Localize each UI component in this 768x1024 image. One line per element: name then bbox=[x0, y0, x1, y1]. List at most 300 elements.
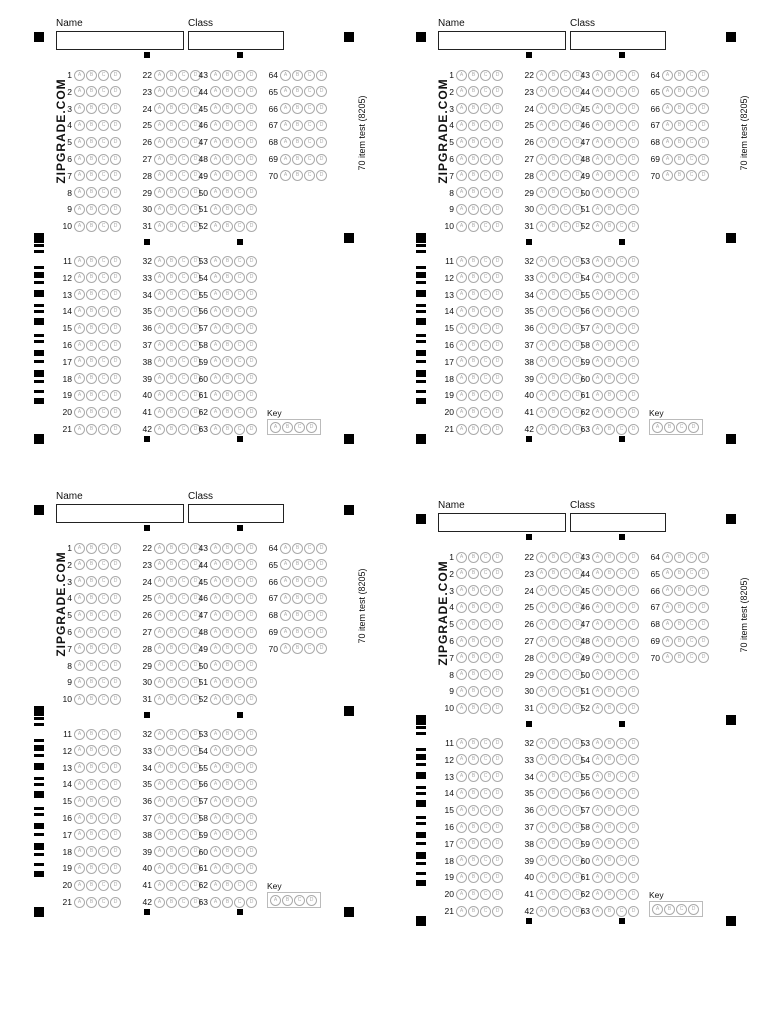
answer-bubble[interactable]: C bbox=[480, 872, 491, 883]
answer-bubble[interactable]: B bbox=[674, 137, 685, 148]
answer-bubble[interactable]: D bbox=[572, 256, 583, 267]
answer-bubble[interactable]: D bbox=[572, 221, 583, 232]
answer-bubble[interactable]: A bbox=[210, 272, 221, 283]
answer-bubble[interactable]: B bbox=[548, 120, 559, 131]
answer-bubble[interactable]: B bbox=[222, 407, 233, 418]
answer-bubble[interactable]: C bbox=[178, 187, 189, 198]
answer-bubble[interactable]: C bbox=[616, 170, 627, 181]
answer-bubble[interactable]: B bbox=[292, 627, 303, 638]
answer-bubble[interactable]: D bbox=[492, 340, 503, 351]
answer-bubble[interactable]: B bbox=[468, 373, 479, 384]
answer-bubble[interactable]: A bbox=[74, 103, 85, 114]
answer-bubble[interactable]: D bbox=[246, 187, 257, 198]
answer-bubble[interactable]: C bbox=[178, 779, 189, 790]
answer-bubble[interactable]: D bbox=[190, 543, 201, 554]
answer-bubble[interactable]: D bbox=[190, 187, 201, 198]
answer-bubble[interactable]: A bbox=[74, 137, 85, 148]
answer-bubble[interactable]: D bbox=[246, 846, 257, 857]
answer-bubble[interactable]: C bbox=[480, 256, 491, 267]
answer-bubble[interactable]: D bbox=[110, 103, 121, 114]
answer-bubble[interactable]: D bbox=[246, 86, 257, 97]
answer-bubble[interactable]: C bbox=[178, 829, 189, 840]
answer-bubble[interactable]: D bbox=[246, 120, 257, 131]
answer-bubble[interactable]: B bbox=[222, 221, 233, 232]
answer-bubble[interactable]: B bbox=[166, 187, 177, 198]
answer-bubble[interactable]: B bbox=[548, 805, 559, 816]
answer-bubble[interactable]: C bbox=[98, 593, 109, 604]
answer-bubble[interactable]: B bbox=[86, 796, 97, 807]
answer-bubble[interactable]: D bbox=[572, 103, 583, 114]
answer-bubble[interactable]: D bbox=[492, 568, 503, 579]
answer-bubble[interactable]: C bbox=[98, 154, 109, 165]
answer-bubble[interactable]: B bbox=[604, 256, 615, 267]
answer-bubble[interactable]: A bbox=[154, 306, 165, 317]
answer-bubble[interactable]: D bbox=[190, 120, 201, 131]
answer-bubble[interactable]: A bbox=[592, 889, 603, 900]
answer-bubble[interactable]: A bbox=[536, 390, 547, 401]
answer-bubble[interactable]: A bbox=[536, 771, 547, 782]
answer-bubble[interactable]: C bbox=[178, 846, 189, 857]
answer-bubble[interactable]: A bbox=[74, 407, 85, 418]
answer-bubble[interactable]: D bbox=[110, 120, 121, 131]
answer-bubble[interactable]: B bbox=[222, 289, 233, 300]
answer-bubble[interactable]: B bbox=[604, 289, 615, 300]
answer-bubble[interactable]: D bbox=[316, 627, 327, 638]
answer-bubble[interactable]: B bbox=[86, 407, 97, 418]
answer-bubble[interactable]: C bbox=[178, 576, 189, 587]
answer-bubble[interactable]: A bbox=[210, 543, 221, 554]
answer-bubble[interactable]: A bbox=[74, 576, 85, 587]
answer-bubble[interactable]: B bbox=[468, 340, 479, 351]
answer-bubble[interactable]: B bbox=[166, 610, 177, 621]
answer-bubble[interactable]: D bbox=[698, 585, 709, 596]
answer-bubble[interactable]: D bbox=[246, 407, 257, 418]
answer-bubble[interactable]: D bbox=[628, 738, 639, 749]
answer-bubble[interactable]: C bbox=[98, 677, 109, 688]
answer-bubble[interactable]: A bbox=[74, 86, 85, 97]
answer-bubble[interactable]: A bbox=[154, 846, 165, 857]
key-bubble[interactable]: A bbox=[652, 422, 663, 433]
answer-bubble[interactable]: A bbox=[154, 373, 165, 384]
answer-bubble[interactable]: D bbox=[628, 788, 639, 799]
answer-bubble[interactable]: A bbox=[592, 272, 603, 283]
answer-bubble[interactable]: B bbox=[548, 602, 559, 613]
answer-bubble[interactable]: A bbox=[592, 822, 603, 833]
answer-bubble[interactable]: B bbox=[468, 669, 479, 680]
answer-bubble[interactable]: D bbox=[572, 289, 583, 300]
answer-bubble[interactable]: A bbox=[592, 771, 603, 782]
answer-bubble[interactable]: C bbox=[686, 552, 697, 563]
answer-bubble[interactable]: A bbox=[456, 306, 467, 317]
answer-bubble[interactable]: B bbox=[548, 585, 559, 596]
answer-bubble[interactable]: B bbox=[468, 872, 479, 883]
answer-bubble[interactable]: C bbox=[686, 652, 697, 663]
answer-bubble[interactable]: D bbox=[572, 889, 583, 900]
answer-bubble[interactable]: B bbox=[548, 771, 559, 782]
answer-bubble[interactable]: B bbox=[166, 306, 177, 317]
answer-bubble[interactable]: B bbox=[548, 636, 559, 647]
answer-bubble[interactable]: D bbox=[572, 356, 583, 367]
answer-bubble[interactable]: D bbox=[492, 636, 503, 647]
answer-bubble[interactable]: B bbox=[86, 543, 97, 554]
answer-bubble[interactable]: D bbox=[492, 120, 503, 131]
answer-bubble[interactable]: A bbox=[280, 576, 291, 587]
answer-bubble[interactable]: D bbox=[628, 272, 639, 283]
answer-bubble[interactable]: D bbox=[492, 754, 503, 765]
answer-bubble[interactable]: D bbox=[492, 373, 503, 384]
answer-bubble[interactable]: D bbox=[628, 289, 639, 300]
answer-bubble[interactable]: C bbox=[616, 289, 627, 300]
answer-bubble[interactable]: C bbox=[616, 568, 627, 579]
answer-bubble[interactable]: C bbox=[616, 154, 627, 165]
answer-bubble[interactable]: D bbox=[572, 788, 583, 799]
answer-bubble[interactable]: B bbox=[468, 154, 479, 165]
key-bubble[interactable]: D bbox=[688, 422, 699, 433]
answer-bubble[interactable]: B bbox=[222, 796, 233, 807]
answer-bubble[interactable]: B bbox=[604, 652, 615, 663]
answer-bubble[interactable]: B bbox=[222, 204, 233, 215]
answer-bubble[interactable]: D bbox=[628, 154, 639, 165]
answer-bubble[interactable]: C bbox=[98, 745, 109, 756]
answer-bubble[interactable]: C bbox=[234, 863, 245, 874]
answer-bubble[interactable]: B bbox=[222, 559, 233, 570]
answer-bubble[interactable]: C bbox=[560, 170, 571, 181]
answer-bubble[interactable]: A bbox=[154, 154, 165, 165]
answer-bubble[interactable]: A bbox=[456, 70, 467, 81]
answer-bubble[interactable]: B bbox=[222, 660, 233, 671]
answer-bubble[interactable]: B bbox=[468, 407, 479, 418]
answer-bubble[interactable]: C bbox=[234, 256, 245, 267]
answer-bubble[interactable]: D bbox=[492, 822, 503, 833]
answer-bubble[interactable]: B bbox=[468, 585, 479, 596]
answer-bubble[interactable]: A bbox=[210, 154, 221, 165]
answer-bubble[interactable]: A bbox=[154, 677, 165, 688]
answer-bubble[interactable]: A bbox=[592, 652, 603, 663]
answer-bubble[interactable]: B bbox=[548, 306, 559, 317]
answer-bubble[interactable]: A bbox=[210, 289, 221, 300]
answer-bubble[interactable]: B bbox=[468, 838, 479, 849]
answer-bubble[interactable]: D bbox=[190, 729, 201, 740]
answer-bubble[interactable]: B bbox=[468, 204, 479, 215]
answer-bubble[interactable]: D bbox=[110, 610, 121, 621]
answer-bubble[interactable]: C bbox=[616, 686, 627, 697]
answer-bubble[interactable]: D bbox=[628, 187, 639, 198]
answer-bubble[interactable]: B bbox=[468, 602, 479, 613]
answer-bubble[interactable]: A bbox=[662, 652, 673, 663]
answer-bubble[interactable]: D bbox=[572, 771, 583, 782]
answer-bubble[interactable]: C bbox=[304, 154, 315, 165]
answer-bubble[interactable]: A bbox=[592, 204, 603, 215]
answer-bubble[interactable]: B bbox=[548, 855, 559, 866]
answer-bubble[interactable]: D bbox=[110, 70, 121, 81]
answer-bubble[interactable]: C bbox=[560, 221, 571, 232]
answer-bubble[interactable]: C bbox=[560, 340, 571, 351]
answer-bubble[interactable]: B bbox=[166, 170, 177, 181]
answer-bubble[interactable]: D bbox=[316, 643, 327, 654]
answer-bubble[interactable]: C bbox=[178, 306, 189, 317]
answer-bubble[interactable]: C bbox=[480, 390, 491, 401]
answer-bubble[interactable]: D bbox=[316, 610, 327, 621]
answer-bubble[interactable]: C bbox=[480, 424, 491, 435]
answer-bubble[interactable]: C bbox=[616, 103, 627, 114]
answer-bubble[interactable]: C bbox=[480, 356, 491, 367]
answer-bubble[interactable]: A bbox=[456, 686, 467, 697]
answer-bubble[interactable]: A bbox=[662, 619, 673, 630]
answer-bubble[interactable]: D bbox=[190, 170, 201, 181]
key-bubble[interactable]: A bbox=[652, 904, 663, 915]
answer-bubble[interactable]: B bbox=[166, 373, 177, 384]
answer-bubble[interactable]: A bbox=[74, 306, 85, 317]
answer-bubble[interactable]: B bbox=[548, 340, 559, 351]
answer-bubble[interactable]: C bbox=[178, 543, 189, 554]
answer-bubble[interactable]: C bbox=[234, 593, 245, 604]
answer-bubble[interactable]: D bbox=[492, 872, 503, 883]
answer-bubble[interactable]: D bbox=[492, 272, 503, 283]
key-bubble[interactable]: D bbox=[688, 904, 699, 915]
answer-bubble[interactable]: D bbox=[316, 559, 327, 570]
answer-bubble[interactable]: C bbox=[616, 788, 627, 799]
answer-bubble[interactable]: B bbox=[468, 323, 479, 334]
answer-bubble[interactable]: B bbox=[166, 154, 177, 165]
answer-bubble[interactable]: C bbox=[480, 187, 491, 198]
answer-bubble[interactable]: B bbox=[222, 356, 233, 367]
answer-bubble[interactable]: C bbox=[234, 221, 245, 232]
answer-bubble[interactable]: C bbox=[178, 660, 189, 671]
answer-bubble[interactable]: A bbox=[592, 323, 603, 334]
answer-bubble[interactable]: C bbox=[234, 627, 245, 638]
answer-bubble[interactable]: B bbox=[548, 86, 559, 97]
answer-bubble[interactable]: C bbox=[616, 187, 627, 198]
answer-bubble[interactable]: D bbox=[492, 137, 503, 148]
answer-bubble[interactable]: B bbox=[604, 669, 615, 680]
answer-bubble[interactable]: B bbox=[604, 771, 615, 782]
answer-bubble[interactable]: B bbox=[468, 771, 479, 782]
answer-bubble[interactable]: A bbox=[154, 356, 165, 367]
answer-bubble[interactable]: C bbox=[616, 323, 627, 334]
answer-bubble[interactable]: D bbox=[190, 863, 201, 874]
answer-bubble[interactable]: D bbox=[572, 872, 583, 883]
answer-bubble[interactable]: B bbox=[86, 306, 97, 317]
answer-bubble[interactable]: C bbox=[480, 103, 491, 114]
answer-bubble[interactable]: C bbox=[178, 356, 189, 367]
answer-bubble[interactable]: A bbox=[592, 256, 603, 267]
answer-bubble[interactable]: D bbox=[110, 627, 121, 638]
answer-bubble[interactable]: A bbox=[210, 137, 221, 148]
answer-bubble[interactable]: D bbox=[698, 103, 709, 114]
answer-bubble[interactable]: C bbox=[686, 154, 697, 165]
answer-bubble[interactable]: B bbox=[166, 576, 177, 587]
answer-bubble[interactable]: D bbox=[698, 652, 709, 663]
answer-bubble[interactable]: A bbox=[74, 356, 85, 367]
answer-bubble[interactable]: A bbox=[154, 543, 165, 554]
answer-bubble[interactable]: D bbox=[492, 652, 503, 663]
answer-bubble[interactable]: D bbox=[246, 137, 257, 148]
answer-bubble[interactable]: B bbox=[548, 70, 559, 81]
answer-bubble[interactable]: D bbox=[628, 86, 639, 97]
answer-bubble[interactable]: B bbox=[548, 289, 559, 300]
answer-bubble[interactable]: B bbox=[166, 796, 177, 807]
answer-bubble[interactable]: A bbox=[74, 694, 85, 705]
answer-bubble[interactable]: A bbox=[154, 880, 165, 891]
answer-bubble[interactable]: D bbox=[190, 846, 201, 857]
answer-bubble[interactable]: A bbox=[210, 86, 221, 97]
answer-bubble[interactable]: A bbox=[280, 627, 291, 638]
answer-bubble[interactable]: A bbox=[210, 204, 221, 215]
answer-bubble[interactable]: D bbox=[316, 154, 327, 165]
answer-bubble[interactable]: A bbox=[154, 593, 165, 604]
answer-bubble[interactable]: C bbox=[616, 221, 627, 232]
answer-bubble[interactable]: C bbox=[560, 619, 571, 630]
answer-bubble[interactable]: A bbox=[456, 137, 467, 148]
answer-bubble[interactable]: B bbox=[166, 643, 177, 654]
answer-bubble[interactable]: A bbox=[592, 838, 603, 849]
answer-bubble[interactable]: D bbox=[572, 187, 583, 198]
key-bubble[interactable]: A bbox=[270, 422, 281, 433]
answer-bubble[interactable]: A bbox=[210, 407, 221, 418]
answer-bubble[interactable]: C bbox=[560, 754, 571, 765]
answer-bubble[interactable]: D bbox=[110, 660, 121, 671]
answer-bubble[interactable]: D bbox=[492, 619, 503, 630]
answer-bubble[interactable]: B bbox=[604, 306, 615, 317]
answer-bubble[interactable]: D bbox=[492, 703, 503, 714]
answer-bubble[interactable]: A bbox=[154, 863, 165, 874]
answer-bubble[interactable]: B bbox=[86, 829, 97, 840]
answer-bubble[interactable]: C bbox=[616, 552, 627, 563]
answer-bubble[interactable]: A bbox=[536, 323, 547, 334]
answer-bubble[interactable]: A bbox=[592, 407, 603, 418]
answer-bubble[interactable]: B bbox=[166, 103, 177, 114]
answer-bubble[interactable]: D bbox=[572, 585, 583, 596]
answer-bubble[interactable]: D bbox=[190, 323, 201, 334]
answer-bubble[interactable]: B bbox=[222, 846, 233, 857]
answer-bubble[interactable]: C bbox=[234, 559, 245, 570]
answer-bubble[interactable]: A bbox=[592, 619, 603, 630]
answer-bubble[interactable]: A bbox=[456, 619, 467, 630]
answer-bubble[interactable]: B bbox=[292, 86, 303, 97]
answer-bubble[interactable]: B bbox=[468, 170, 479, 181]
answer-bubble[interactable]: D bbox=[246, 660, 257, 671]
answer-bubble[interactable]: B bbox=[468, 754, 479, 765]
answer-bubble[interactable]: D bbox=[246, 762, 257, 773]
answer-bubble[interactable]: B bbox=[468, 805, 479, 816]
answer-bubble[interactable]: A bbox=[74, 323, 85, 334]
answer-bubble[interactable]: A bbox=[592, 289, 603, 300]
answer-bubble[interactable]: D bbox=[492, 686, 503, 697]
answer-bubble[interactable]: A bbox=[536, 805, 547, 816]
answer-bubble[interactable]: A bbox=[154, 796, 165, 807]
answer-bubble[interactable]: C bbox=[560, 256, 571, 267]
answer-bubble[interactable]: C bbox=[178, 813, 189, 824]
answer-bubble[interactable]: A bbox=[592, 103, 603, 114]
answer-bubble[interactable]: C bbox=[480, 738, 491, 749]
answer-bubble[interactable]: B bbox=[674, 552, 685, 563]
answer-bubble[interactable]: B bbox=[166, 880, 177, 891]
answer-bubble[interactable]: C bbox=[616, 356, 627, 367]
answer-bubble[interactable]: D bbox=[246, 796, 257, 807]
answer-bubble[interactable]: C bbox=[480, 636, 491, 647]
answer-bubble[interactable]: C bbox=[178, 610, 189, 621]
answer-bubble[interactable]: C bbox=[560, 373, 571, 384]
answer-bubble[interactable]: B bbox=[222, 627, 233, 638]
answer-bubble[interactable]: D bbox=[110, 863, 121, 874]
answer-bubble[interactable]: A bbox=[154, 70, 165, 81]
answer-bubble[interactable]: D bbox=[628, 306, 639, 317]
answer-bubble[interactable]: A bbox=[592, 170, 603, 181]
answer-bubble[interactable]: A bbox=[456, 872, 467, 883]
answer-bubble[interactable]: C bbox=[178, 407, 189, 418]
answer-bubble[interactable]: A bbox=[456, 373, 467, 384]
answer-bubble[interactable]: D bbox=[572, 390, 583, 401]
answer-bubble[interactable]: A bbox=[154, 627, 165, 638]
answer-bubble[interactable]: C bbox=[480, 568, 491, 579]
answer-bubble[interactable]: B bbox=[604, 103, 615, 114]
answer-bubble[interactable]: A bbox=[592, 221, 603, 232]
answer-bubble[interactable]: B bbox=[86, 745, 97, 756]
answer-bubble[interactable]: A bbox=[456, 390, 467, 401]
key-bubble[interactable]: B bbox=[664, 422, 675, 433]
answer-bubble[interactable]: D bbox=[628, 754, 639, 765]
answer-bubble[interactable]: C bbox=[304, 593, 315, 604]
answer-bubble[interactable]: C bbox=[560, 906, 571, 917]
answer-bubble[interactable]: A bbox=[592, 390, 603, 401]
answer-bubble[interactable]: A bbox=[74, 593, 85, 604]
answer-bubble[interactable]: A bbox=[210, 340, 221, 351]
answer-bubble[interactable]: A bbox=[210, 660, 221, 671]
answer-bubble[interactable]: D bbox=[628, 137, 639, 148]
answer-bubble[interactable]: C bbox=[304, 137, 315, 148]
answer-bubble[interactable]: A bbox=[456, 788, 467, 799]
answer-bubble[interactable]: D bbox=[698, 170, 709, 181]
answer-bubble[interactable]: C bbox=[686, 103, 697, 114]
answer-bubble[interactable]: A bbox=[74, 779, 85, 790]
answer-bubble[interactable]: A bbox=[592, 70, 603, 81]
answer-bubble[interactable]: A bbox=[592, 154, 603, 165]
answer-bubble[interactable]: D bbox=[628, 568, 639, 579]
answer-bubble[interactable]: C bbox=[234, 829, 245, 840]
answer-bubble[interactable]: D bbox=[572, 120, 583, 131]
answer-bubble[interactable]: D bbox=[190, 813, 201, 824]
answer-bubble[interactable]: B bbox=[604, 70, 615, 81]
answer-bubble[interactable]: A bbox=[210, 323, 221, 334]
answer-bubble[interactable]: D bbox=[246, 390, 257, 401]
answer-bubble[interactable]: C bbox=[234, 729, 245, 740]
answer-bubble[interactable]: C bbox=[178, 373, 189, 384]
answer-bubble[interactable]: B bbox=[222, 729, 233, 740]
answer-bubble[interactable]: B bbox=[548, 838, 559, 849]
answer-bubble[interactable]: A bbox=[210, 593, 221, 604]
answer-bubble[interactable]: D bbox=[492, 70, 503, 81]
answer-bubble[interactable]: D bbox=[110, 424, 121, 435]
answer-bubble[interactable]: A bbox=[456, 703, 467, 714]
answer-bubble[interactable]: C bbox=[98, 272, 109, 283]
answer-bubble[interactable]: A bbox=[536, 170, 547, 181]
answer-bubble[interactable]: D bbox=[190, 289, 201, 300]
answer-bubble[interactable]: B bbox=[548, 256, 559, 267]
answer-bubble[interactable]: A bbox=[456, 187, 467, 198]
answer-bubble[interactable]: D bbox=[110, 745, 121, 756]
answer-bubble[interactable]: A bbox=[536, 289, 547, 300]
answer-bubble[interactable]: A bbox=[662, 585, 673, 596]
answer-bubble[interactable]: D bbox=[110, 373, 121, 384]
answer-bubble[interactable]: A bbox=[456, 340, 467, 351]
answer-bubble[interactable]: B bbox=[468, 788, 479, 799]
answer-bubble[interactable]: C bbox=[686, 86, 697, 97]
answer-bubble[interactable]: D bbox=[572, 619, 583, 630]
answer-bubble[interactable]: B bbox=[222, 610, 233, 621]
key-bubble[interactable]: C bbox=[676, 422, 687, 433]
answer-bubble[interactable]: A bbox=[210, 863, 221, 874]
answer-bubble[interactable]: A bbox=[536, 602, 547, 613]
